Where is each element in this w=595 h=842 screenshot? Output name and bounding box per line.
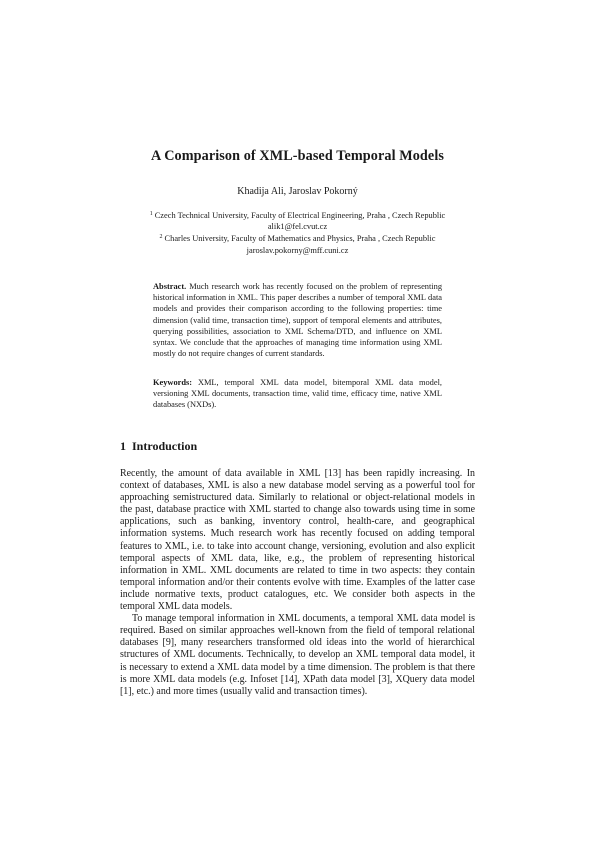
affiliation-line (0, 232, 595, 244)
section-number: 1 (120, 439, 126, 453)
paper-title: A Comparison of XML-based Temporal Models (151, 148, 444, 164)
affiliation-email: alik1@fel.cvut.cz (267, 222, 328, 232)
affiliation-email: jaroslav.pokorny@mff.cuni.cz (246, 245, 349, 255)
affiliation-text: Charles University, Faculty of Mathematics and Physics, Praha , Czech Republic (164, 234, 436, 244)
paper-authors: Khadija Ali, Jaroslav Pokorný (237, 186, 358, 197)
section-heading (120, 439, 197, 454)
section-title: Introduction (132, 439, 198, 453)
affiliations (0, 209, 595, 256)
affiliation-text: Czech Technical University, Faculty of Electrical Engineering, Praha , Czech Republic (154, 211, 446, 220)
affiliation-line (0, 209, 595, 221)
affiliation-mark: 2 (159, 234, 163, 241)
abstract-text: Much research work has recently focused on the problem of representing historical information in XML. This paper describes a number of temporal XML data models and provides their comparison according to the following properties: time dimension (valid time, transaction time), support of temporal elements and attributes, querying possibilities, association to XML Schema/DTD, and influence on XML syntax. We conclude that the approaches of managing time information using XML mostly do not require changes of current standards. (153, 282, 443, 359)
affiliation-mark: 1 (149, 211, 153, 217)
keywords-text: XML, temporal XML data model, bitemporal XML data model, versioning XML documents, transaction time, valid time, efficacy time, native XML databases (NXDs). (153, 378, 443, 410)
body-paragraph: Recently, the amount of data available in XML [13] has been rapidly increasing. In context of databases, XML is also a new database model serving as a powerful tool for approaching semistructured data. Similarly to relational or object-relational models in the past, database practice with XML started to change also towards using time in some applications, such as banking, inventory control, health-care, and geographical information systems. Much research work has recently focused on adding temporal features to XML, i.e. to take into account change, versioning, evolution and also explicit temporal aspects of XML data, like, e.g., the problem of representing historical information in XML. XML documents are related to time in two aspects: they contain temporal information and/or their contents evolve with time. Examples of the latter case include normative texts, product catalogues, etc. We consider both aspects in the temporal XML data models. (120, 468, 475, 613)
keywords (153, 377, 442, 411)
abstract-label: Abstract. (153, 282, 187, 291)
body-paragraph: To manage temporal information in XML documents, a temporal XML data model is required. Based on similar approaches well-known from the field of temporal relational databases [9], many researchers transformed old ideas into the world of hierarchical structures of XML documents. Technically, to develop an XML temporal data model, it is necessary to extend a XML data model by a time dimension. The problem is that there is more XML data models (e.g. Infoset [14], XPath data model [3], XQuery data model [1], etc.) and more times (usually valid and transaction times). (120, 613, 475, 697)
abstract (153, 281, 442, 359)
section-body (120, 468, 475, 698)
keywords-label: Keywords: (153, 378, 193, 387)
